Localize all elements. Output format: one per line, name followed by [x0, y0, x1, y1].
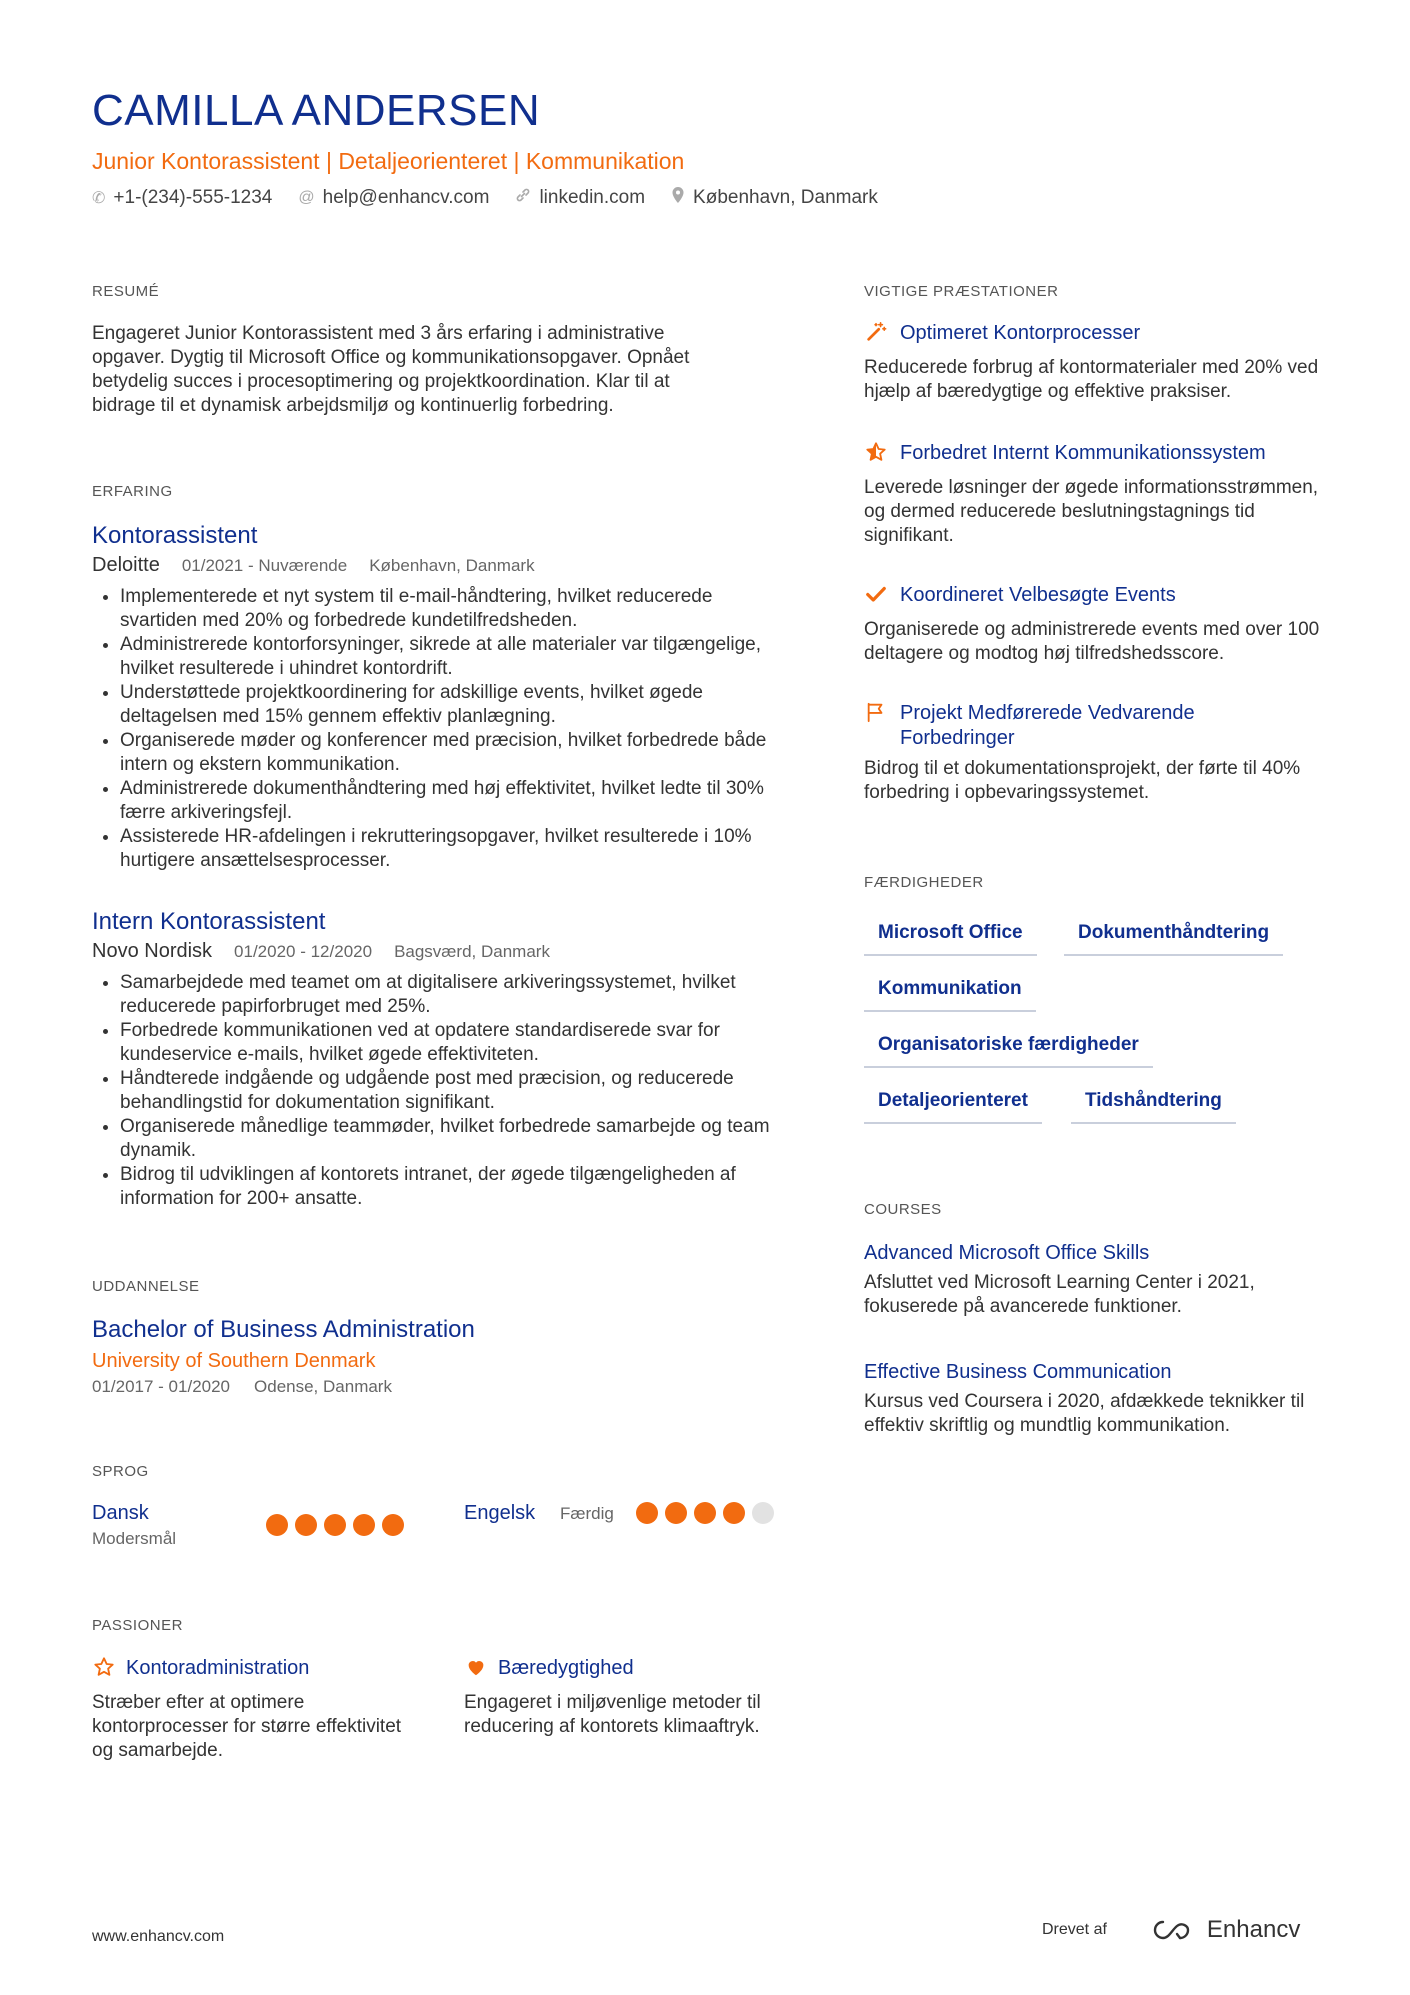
language-item: [92, 1502, 422, 1549]
passion-title: Bæredygtighed: [498, 1657, 634, 1679]
skill-tag: Detaljeorienteret: [864, 1090, 1042, 1124]
job-bullets: [92, 585, 792, 873]
achievement-title: Projekt Medførerede Vedvarende Forbedringer: [900, 702, 1195, 749]
rating-dot-filled: [723, 1502, 745, 1524]
passions-section-title: PASSIONER: [92, 1617, 183, 1634]
candidate-name: CAMILLA ANDERSEN: [92, 86, 541, 135]
language-name: Dansk: [92, 1502, 149, 1524]
location-pin-icon: [671, 186, 685, 209]
rating-dot-filled: [295, 1514, 317, 1536]
star-half-icon: [864, 441, 888, 470]
rating-dot-filled: [266, 1514, 288, 1536]
job-bullets: [92, 971, 792, 1211]
contact-location: [671, 186, 878, 209]
rating-dot-filled: [665, 1502, 687, 1524]
magic-wand-icon: [864, 321, 888, 350]
languages-section-title: SPROG: [92, 1463, 149, 1480]
email-text: help@enhancv.com: [322, 186, 490, 208]
achievement-text: Bidrog til et dokumentationsprojekt, der førte til 40% forbedring i opbevaringssystemet.: [864, 758, 1301, 803]
enhancv-logo-icon: [1151, 1918, 1197, 1942]
achievement-title: Koordineret Velbesøgte Events: [900, 584, 1176, 606]
course-item: [864, 1242, 1344, 1319]
job-bullet: • Organiserede møder og konferencer med præcision, hvilket forbedrede både intern og ekstern kommunikation.: [120, 729, 792, 777]
job-meta: [92, 554, 792, 577]
rating-dot-empty: [752, 1502, 774, 1524]
rating-dot-filled: [353, 1514, 375, 1536]
flag-icon: [864, 701, 888, 730]
brand-name: Enhancv: [1206, 1916, 1301, 1943]
skill-tag: Tidshåndtering: [1071, 1090, 1236, 1124]
passion-item: [92, 1656, 412, 1763]
rating-dot-filled: [324, 1514, 346, 1536]
job-bullet: • Understøttede projektkoordinering for adskillige events, hvilket øgede deltagelsen med 15% gennem effektiv planlægning.: [120, 681, 792, 729]
skill-tag: Microsoft Office: [864, 922, 1037, 956]
job-bullet: • Bidrog til udviklingen af kontorets intranet, der øgede tilgængeligheden af information for 200+ ansatte.: [120, 1163, 792, 1211]
achievement-text: Leverede løsninger der øgede informationsstrømmen, og dermed reducerede beslutningstagnings tid signifikant.: [864, 477, 1319, 546]
achievements-section-title: VIGTIGE PRÆSTATIONER: [864, 283, 1059, 300]
language-name: Engelsk: [464, 1502, 536, 1524]
job-bullet: • Organiserede månedlige teammøder, hvilket forbedrede samarbejde og team dynamik.: [120, 1115, 792, 1163]
education-location: Odense, Danmark: [254, 1377, 392, 1396]
link-text: linkedin.com: [539, 186, 646, 208]
course-text: Afsluttet ved Microsoft Learning Center i 2021, fokuserede på avancerede funktioner.: [864, 1272, 1255, 1317]
job-company: Deloitte: [92, 554, 160, 576]
skill-tag: Dokumenthåndtering: [1064, 922, 1283, 956]
rating-dot-filled: [636, 1502, 658, 1524]
job-bullet: • Administrerede dokumenthåndtering med høj effektivitet, hvilket ledte til 30% færre arkiveringsfejl.: [120, 777, 792, 825]
rating-dot-filled: [694, 1502, 716, 1524]
achievement-text: Organiserede og administrerede events med over 100 deltagere og modtog høj tilfredshedsscore.: [864, 619, 1320, 664]
achievement-item: [864, 583, 1344, 666]
course-item: [864, 1361, 1344, 1438]
achievement-item: [864, 321, 1344, 404]
passion-item: [464, 1656, 784, 1739]
resume-summary: Engageret Junior Kontorassistent med 3 års erfaring i administrative opgaver. Dygtig til Microsoft Office og kommunikationsopgaver. Opnået betydelig succes i procesoptimering og projektkoordination. Klar til at bidrage til et dynamisk arbejdsmiljø og kontinuerlig forbedring.: [92, 323, 690, 416]
degree-title: Bachelor of Business Administration: [92, 1316, 475, 1343]
at-icon: @: [298, 188, 315, 206]
school-name: University of Southern Denmark: [92, 1350, 376, 1372]
language-level: Færdig: [560, 1504, 614, 1523]
powered-by-text: Drevet af: [1042, 1921, 1107, 1938]
job-entry: [92, 908, 792, 1211]
job-dates: 01/2021 - Nuværende: [181, 556, 348, 575]
job-bullet: • Håndterede indgående og udgående post med præcision, og reducerede behandlingstid for dokumentation signifikant.: [120, 1067, 792, 1115]
star-outline-icon: [92, 1656, 116, 1685]
language-rating: [266, 1514, 404, 1536]
phone-icon: ✆: [92, 189, 106, 207]
contact-phone[interactable]: [92, 186, 272, 209]
job-bullet: • Assisterede HR-afdelingen i rekrutteringsopgaver, hvilket resulterede i 10% hurtigere ansættelsesprocesser.: [120, 825, 792, 873]
job-company: Novo Nordisk: [92, 940, 213, 962]
education-dates: 01/2017 - 01/2020: [92, 1377, 231, 1396]
experience-section-title: ERFARING: [92, 483, 173, 500]
education-entry: [92, 1316, 792, 1397]
resume-section-title: RESUMÉ: [92, 283, 160, 300]
achievement-title: Optimeret Kontorprocesser: [900, 322, 1141, 344]
contact-link[interactable]: [515, 186, 645, 209]
contact-bar: [92, 186, 878, 209]
job-bullet: • Forbedrede kommunikationen ved at opdatere standardiserede svar for kundeservice e-mails, hvilket øgede effektiviteten.: [120, 1019, 792, 1067]
passion-title: Kontoradministration: [126, 1657, 310, 1679]
language-level: Modersmål: [92, 1529, 177, 1548]
achievement-text: Reducerede forbrug af kontormaterialer med 20% ved hjælp af bæredygtige og effektive praksiser.: [864, 357, 1319, 402]
job-bullet: • Administrerede kontorforsyninger, sikrede at alle materialer var tilgængelige, hvilket resulterede i uhindret kontordrift.: [120, 633, 792, 681]
location-text: København, Danmark: [693, 186, 878, 208]
job-bullet: • Implementerede et nyt system til e-mail-håndtering, hvilket reducerede svartiden med 20% og forbedrede kundetilfredsheden.: [120, 585, 792, 633]
rating-dot-filled: [382, 1514, 404, 1536]
link-icon: [515, 187, 531, 208]
footer-website[interactable]: www.enhancv.com: [92, 1928, 225, 1945]
skill-tag: Kommunikation: [864, 978, 1036, 1012]
job-bullet: • Samarbejdede med teamet om at digitalisere arkiveringssystemet, hvilket reducerede papirforbruget med 25%.: [120, 971, 792, 1019]
contact-email[interactable]: [298, 186, 489, 209]
job-location: Bagsværd, Danmark: [394, 942, 550, 961]
heart-icon: [464, 1656, 488, 1685]
course-title: Advanced Microsoft Office Skills: [864, 1242, 1150, 1264]
education-meta: [92, 1377, 792, 1397]
job-title: Intern Kontorassistent: [92, 908, 326, 935]
language-rating: [636, 1502, 774, 1524]
skill-tag: Organisatoriske færdigheder: [864, 1034, 1153, 1068]
footer-branding: [1042, 1916, 1300, 1944]
job-title: Kontorassistent: [92, 522, 258, 549]
achievement-item: [864, 441, 1344, 548]
checkmark-icon: [864, 583, 888, 612]
course-text: Kursus ved Coursera i 2020, afdækkede teknikker til effektiv skriftlig og mundtlig kommunikation.: [864, 1391, 1305, 1436]
language-item: [464, 1502, 794, 1525]
achievement-item: [864, 701, 1304, 805]
courses-section-title: COURSES: [864, 1201, 942, 1218]
enhancv-logo[interactable]: [1151, 1916, 1300, 1944]
phone-text: +1-(234)-555-1234: [113, 186, 273, 208]
candidate-subtitle: Junior Kontorassistent | Detaljeorienteret | Kommunikation: [92, 148, 685, 174]
education-section-title: UDDANNELSE: [92, 1278, 200, 1295]
job-dates: 01/2020 - 12/2020: [234, 942, 373, 961]
job-location: København, Danmark: [369, 556, 535, 575]
skills-section-title: FÆRDIGHEDER: [864, 874, 984, 891]
job-meta: [92, 940, 792, 963]
passion-text: Engageret i miljøvenlige metoder til reducering af kontorets klimaaftryk.: [464, 1692, 761, 1737]
passion-text: Stræber efter at optimere kontorprocesser for større effektivitet og samarbejde.: [92, 1692, 402, 1761]
achievement-title: Forbedret Internt Kommunikationssystem: [900, 442, 1266, 464]
course-title: Effective Business Communication: [864, 1361, 1172, 1383]
job-entry: [92, 522, 792, 873]
